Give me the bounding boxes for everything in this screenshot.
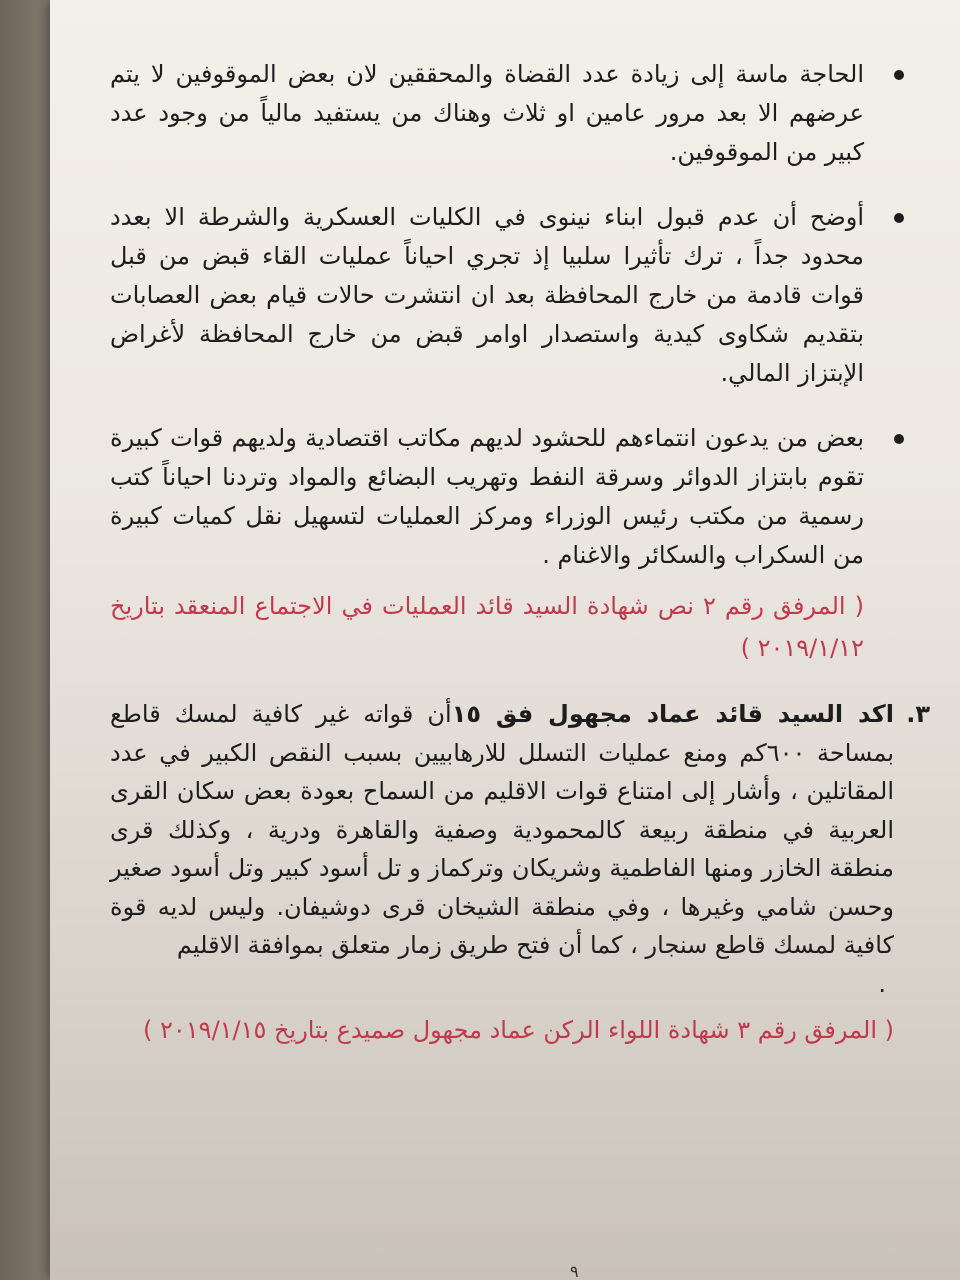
- bullet-text: أوضح أن عدم قبول ابناء نينوى في الكليات العسكرية والشرطة الا بعدد محدود جداً ، ترك تأثيرا سلبيا إذ تجري احياناً عمليات القاء قبض من قبل قوات قادمة من خارج المحافظة بعد ان انتشرت حالات قيام بعض العصابات بتقديم شكاوى كيدية واستصدار اوامر قبض من خارج المحافظة لأغراض الإبتزاز المالي.: [110, 203, 864, 387]
- item-trailing-period: .: [878, 969, 886, 998]
- numbered-item-3: [110, 695, 930, 1003]
- bullet-text: بعض من يدعون انتماءهم للحشود لديهم مكاتب اقتصادية ولديهم قوات كبيرة تقوم بابتزاز الدوائر وسرقة النفط وتهريب البضائع والمواد وتردنا احياناً كتب رسمية من مكتب رئيس الوزراء ومركز العمليات لتسهيل نقل كميات كبيرة من السكراب والسكائر والاغنام .: [110, 424, 864, 569]
- document-page: [50, 0, 960, 1280]
- bullet-dot-icon: [894, 70, 904, 80]
- item-number: ٣.: [906, 700, 930, 728]
- attachment-note-3: ( المرفق رقم ٣ شهادة اللواء الركن عماد مجهول صميدع بتاريخ ٢٠١٩/١/١٥ ): [143, 1015, 894, 1044]
- item-lead-text: اكد السيد قائد عماد مجهول فق ١٥: [451, 700, 894, 728]
- page-number: ٩: [570, 1262, 579, 1280]
- bullet-item-admission: [110, 198, 930, 393]
- document-body: [110, 55, 930, 1051]
- bullet-dot-icon: [894, 213, 904, 223]
- bullet-dot-icon: [894, 434, 904, 444]
- bullet-item-militias: [110, 419, 930, 575]
- bullet-text: الحاجة ماسة إلى زيادة عدد القضاة والمحققين لان بعض الموقوفين لا يتم عرضهم الا بعد مرور عامين او ثلاث وهناك من يستفيد مالياً من وجود عدد كبير من الموقوفين.: [110, 60, 864, 166]
- item-body-text: أن قواته غير كافية لمسك قاطع بمساحة ٦٠٠كم ومنع عمليات التسلل للارهابيين بسبب النقص الكبير في عدد المقاتلين ، وأشار إلى امتناع قوات الاقليم من السماح بعودة بعض سكان القرى العربية في منطقة ربيعة كالمحمودية وصفية والقاهرة ودرية ، وكذلك قرى منطقة الخازر ومنها الفاطمية وشريكان وتركماز و تل أسود كبير وتل أسود صغير وحسن شامي وغيرها ، وفي منطقة الشيخان قرى دوشيفان. وليس لديه قوة كافية لمسك قاطع سنجار ، كما أن فتح طريق زمار متعلق بموافقة الاقليم: [110, 700, 894, 959]
- bullet-item-judges: [110, 55, 930, 172]
- attachment-note-2: ( المرفق رقم ٢ نص شهادة السيد قائد العمليات في الاجتماع المنعقد بتاريخ ٢٠١٩/١/١٢ ): [110, 592, 865, 662]
